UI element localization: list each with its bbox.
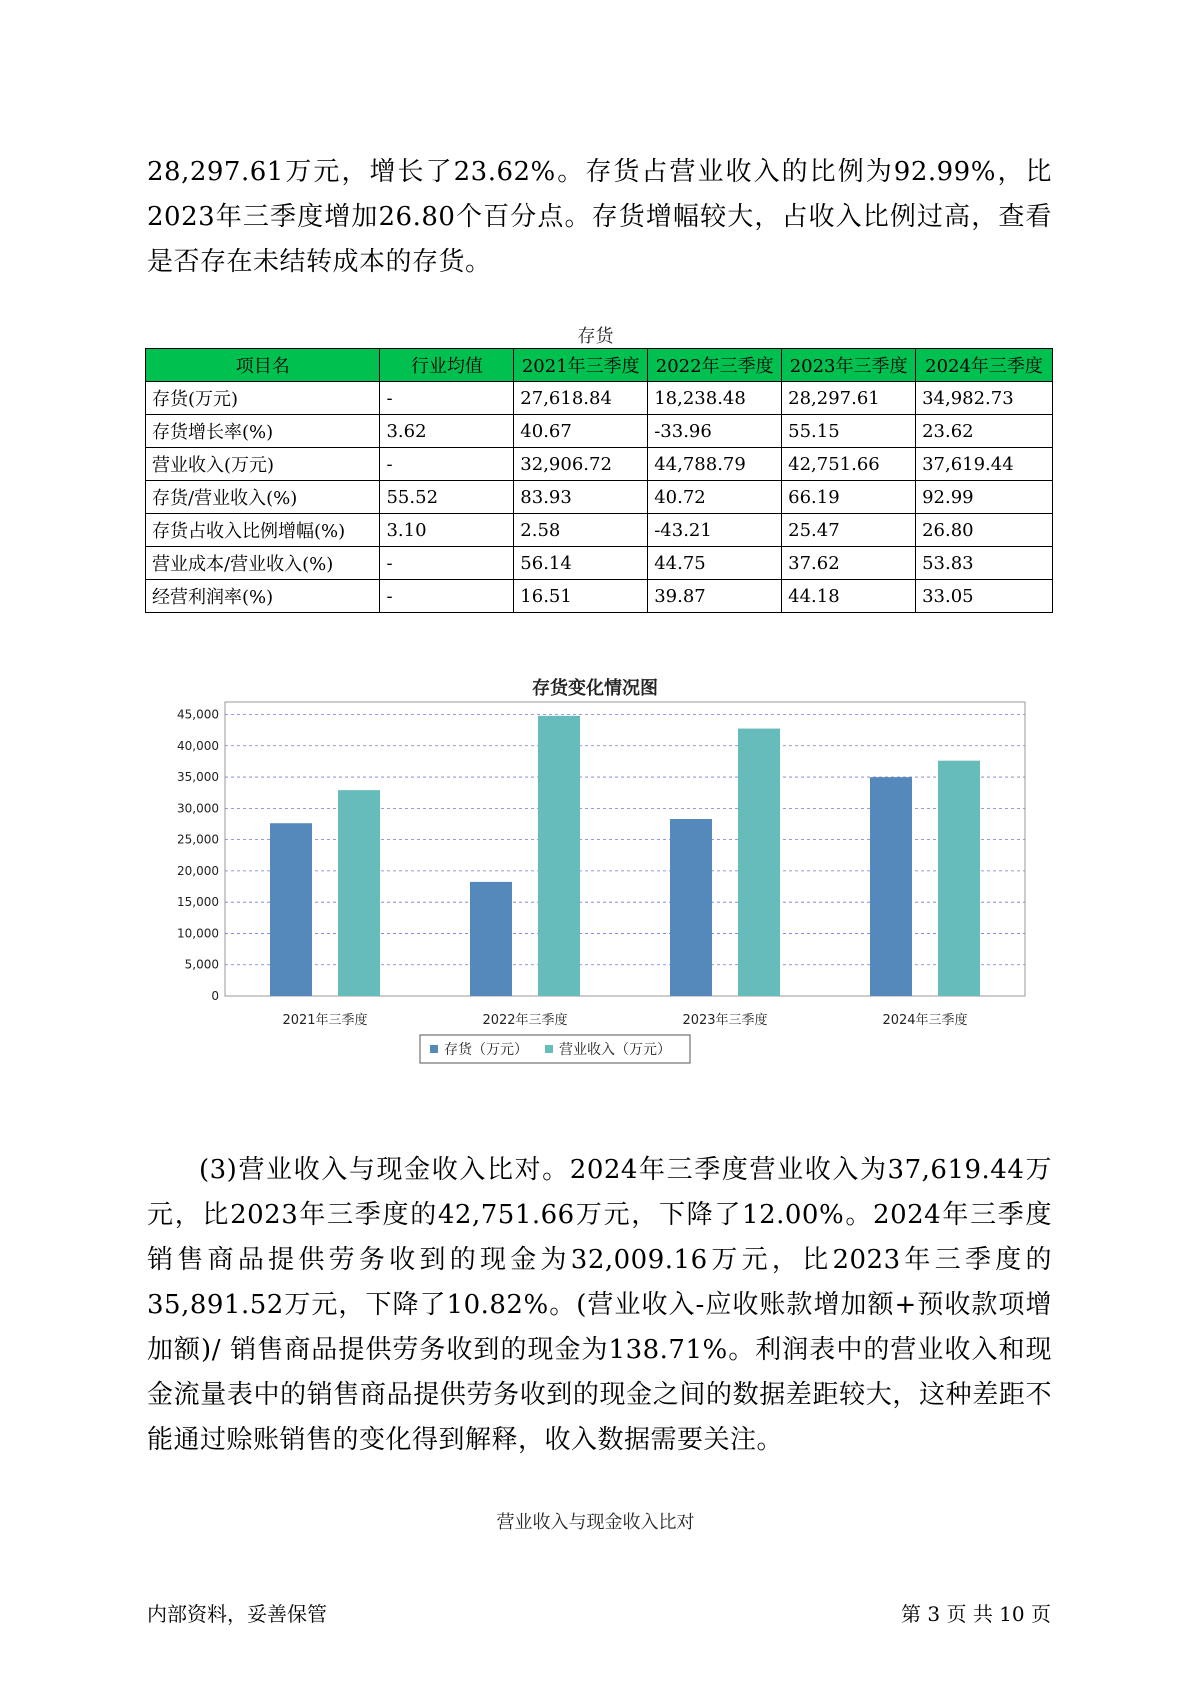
table-cell: -43.21 [648, 514, 782, 547]
table-cell: 42,751.66 [782, 448, 916, 481]
table-cell: 53.83 [916, 547, 1053, 580]
table-cell: 37,619.44 [916, 448, 1053, 481]
table-cell: - [380, 547, 514, 580]
y-tick-label: 25,000 [177, 832, 219, 847]
paragraph-inventory [147, 150, 1052, 285]
table-cell: 55.52 [380, 481, 514, 514]
y-tick-label: 5,000 [184, 957, 219, 972]
y-tick-label: 0 [211, 989, 219, 1003]
inventory-chart [145, 660, 1045, 1120]
table-cell: 56.14 [514, 547, 648, 580]
table-cell: 3.62 [380, 415, 514, 448]
table-cell: 23.62 [916, 415, 1053, 448]
row-label-cell: 存货/营业收入(%) [146, 481, 380, 514]
footer-page-number: 第 3 页 共 10 页 [901, 1602, 1051, 1626]
bar [338, 790, 380, 996]
y-tick-label: 15,000 [177, 895, 219, 910]
bar [470, 882, 512, 996]
y-tick-label: 45,000 [177, 707, 219, 722]
table-cell: 27,618.84 [514, 382, 648, 415]
table-row [146, 415, 1053, 448]
table-cell: 28,297.61 [782, 382, 916, 415]
y-tick-label: 10,000 [177, 926, 219, 941]
table-row [146, 580, 1053, 613]
chart-svg [145, 660, 1045, 1120]
table-title: 存货 [577, 326, 614, 347]
y-tick-label: 40,000 [177, 738, 219, 753]
x-tick-label: 2023年三季度 [682, 1013, 768, 1028]
row-label-cell: 存货增长率(%) [146, 415, 380, 448]
table-row [146, 481, 1053, 514]
bar [670, 819, 712, 996]
table-cell: 44,788.79 [648, 448, 782, 481]
table-cell: 83.93 [514, 481, 648, 514]
row-label-cell: 存货(万元) [146, 382, 380, 415]
table-cell: - [380, 580, 514, 613]
header-cell: 2023年三季度 [782, 349, 916, 382]
inventory-table [145, 348, 1053, 613]
header-cell: 2022年三季度 [648, 349, 782, 382]
chart-title: 存货变化情况图 [532, 678, 658, 699]
bar [538, 716, 580, 996]
bar [870, 777, 912, 996]
table-cell: -33.96 [648, 415, 782, 448]
table-cell: 40.72 [648, 481, 782, 514]
table-header-row [146, 349, 1053, 382]
table-cell: 32,906.72 [514, 448, 648, 481]
bar [938, 761, 980, 996]
y-tick-label: 35,000 [177, 770, 219, 785]
table-cell: 34,982.73 [916, 382, 1053, 415]
bar [738, 729, 780, 996]
table-cell: 40.67 [514, 415, 648, 448]
header-cell: 2021年三季度 [514, 349, 648, 382]
y-tick-label: 20,000 [177, 863, 219, 878]
paragraph-text: (3)营业收入与现金收入比对。2024年三季度营业收入为37,619.44万元，比2023年三季度的42,751.66万元，下降了12.00%。2024年三季度销售商品提供劳务收到的现金为32,009.16万元，比2023年三季度的35,891.52万元，下降了10.82%。(营业收入-应收账款增加额+预收款项增加额)/ 销售商品提供劳务收到的现金为138.71%。利润表中的营业收入和现金流量表中的销售商品提供劳务收到的现金之间的数据差距较大，这种差距不能通过赊账销售的变化得到解释，收入数据需要关注。 [147, 1155, 1052, 1455]
table-row [146, 547, 1053, 580]
header-cell: 2024年三季度 [916, 349, 1053, 382]
row-label-cell: 存货占收入比例增幅(%) [146, 514, 380, 547]
table-cell: 16.51 [514, 580, 648, 613]
table-cell: 55.15 [782, 415, 916, 448]
table-cell: 44.18 [782, 580, 916, 613]
header-cell: 项目名 [146, 349, 380, 382]
table-row [146, 448, 1053, 481]
x-tick-label: 2021年三季度 [282, 1013, 368, 1028]
row-label-cell: 营业收入(万元) [146, 448, 380, 481]
legend-label: 存货（万元） [444, 1042, 528, 1058]
table-cell: 2.58 [514, 514, 648, 547]
header-cell: 行业均值 [380, 349, 514, 382]
table-cell: 37.62 [782, 547, 916, 580]
table-cell: 44.75 [648, 547, 782, 580]
table-cell: 66.19 [782, 481, 916, 514]
table-cell: 25.47 [782, 514, 916, 547]
table-row [146, 514, 1053, 547]
x-tick-label: 2022年三季度 [482, 1013, 568, 1028]
table-cell: 33.05 [916, 580, 1053, 613]
paragraph-revenue-cash [147, 1148, 1052, 1463]
row-label-cell: 经营利润率(%) [146, 580, 380, 613]
bar [270, 823, 312, 996]
table-cell: 92.99 [916, 481, 1053, 514]
table-cell: - [380, 382, 514, 415]
paragraph-text: 28,297.61万元，增长了23.62%。存货占营业收入的比例为92.99%，比2023年三季度增加26.80个百分点。存货增幅较大，占收入比例过高，查看是否存在未结转成本的存货。 [147, 157, 1052, 277]
legend-label: 营业收入（万元） [559, 1042, 671, 1058]
legend-swatch [430, 1045, 438, 1053]
row-label-cell: 营业成本/营业收入(%) [146, 547, 380, 580]
footer-left: 内部资料，妥善保管 [147, 1602, 327, 1626]
y-tick-label: 30,000 [177, 801, 219, 816]
table-cell: 3.10 [380, 514, 514, 547]
table2-title: 营业收入与现金收入比对 [496, 1512, 695, 1533]
table-row [146, 382, 1053, 415]
table-cell: 39.87 [648, 580, 782, 613]
table-cell: - [380, 448, 514, 481]
table-cell: 26.80 [916, 514, 1053, 547]
x-tick-label: 2024年三季度 [882, 1013, 968, 1028]
legend-swatch [545, 1045, 553, 1053]
table-cell: 18,238.48 [648, 382, 782, 415]
